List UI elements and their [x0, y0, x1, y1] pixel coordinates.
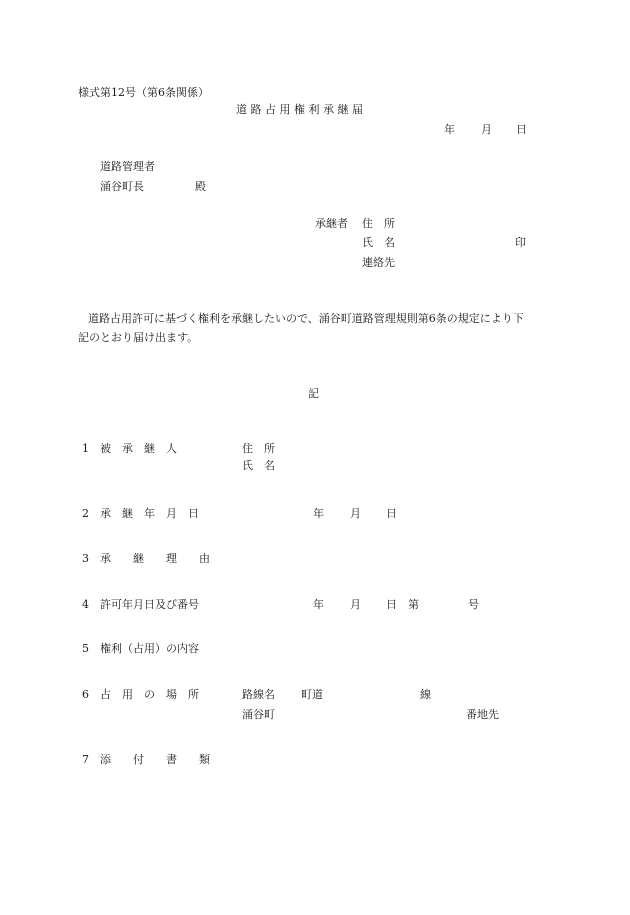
item-4-month: 月	[350, 598, 361, 611]
date-day: 日	[516, 123, 527, 136]
item-3-number: 3	[82, 552, 89, 565]
item-6-number: 6	[82, 688, 89, 701]
item-4-year: 年	[313, 598, 324, 611]
addressee-honorific: 殿	[195, 180, 206, 193]
item-4-number: 4	[82, 598, 89, 611]
item-6-label: 占 用 の 場 所	[100, 688, 199, 701]
item-4-go: 号	[468, 598, 479, 611]
date-month: 月	[481, 123, 492, 136]
addressee-line1: 道路管理者	[100, 160, 155, 173]
item-1-number: 1	[82, 442, 89, 455]
item-5-label: 権利（占用）の内容	[100, 642, 199, 655]
item-1-label: 被 承 継 人	[100, 442, 177, 455]
form-number: 様式第12号（第6条関係）	[78, 86, 209, 99]
item-6-route-label: 路線名	[242, 688, 275, 701]
form-title: 道 路 占 用 権 利 承 継 届	[236, 103, 363, 116]
item-6-town: 涌谷町	[242, 708, 275, 721]
item-7-number: 7	[82, 753, 89, 766]
item-5-number: 5	[82, 642, 89, 655]
item-2-label: 承 継 年 月 日	[100, 507, 199, 520]
item-3-label: 承 継 理 由	[100, 552, 210, 565]
item-2-day: 日	[386, 507, 397, 520]
item-7-label: 添 付 書 類	[100, 753, 210, 766]
item-2-year: 年	[313, 507, 324, 520]
item-4-day: 日	[386, 598, 397, 611]
successor-name-label: 氏 名	[362, 236, 395, 249]
item-6-line-suffix: 線	[420, 688, 431, 701]
successor-contact-label: 連絡先	[362, 256, 395, 269]
seal-mark: 印	[515, 236, 526, 249]
item-2-month: 月	[350, 507, 361, 520]
successor-address-label: 住 所	[362, 217, 395, 230]
body-line-2: 記のとおり届け出ます。	[78, 331, 199, 344]
item-6-road: 町道	[301, 688, 323, 701]
item-4-dai: 第	[408, 598, 419, 611]
item-1-address-label: 住 所	[242, 442, 275, 455]
item-2-number: 2	[82, 507, 89, 520]
item-4-label: 許可年月日及び番号	[100, 598, 199, 611]
item-6-banchi: 番地先	[466, 708, 499, 721]
date-year: 年	[444, 123, 455, 136]
item-1-name-label: 氏 名	[242, 459, 275, 472]
addressee-line2: 涌谷町長	[100, 180, 144, 193]
record-heading: 記	[308, 387, 319, 400]
successor-label: 承継者	[315, 217, 348, 230]
body-line-1: 道路占用許可に基づく権利を承継したいので、涌谷町道路管理規則第6条の規定により下	[88, 312, 524, 325]
